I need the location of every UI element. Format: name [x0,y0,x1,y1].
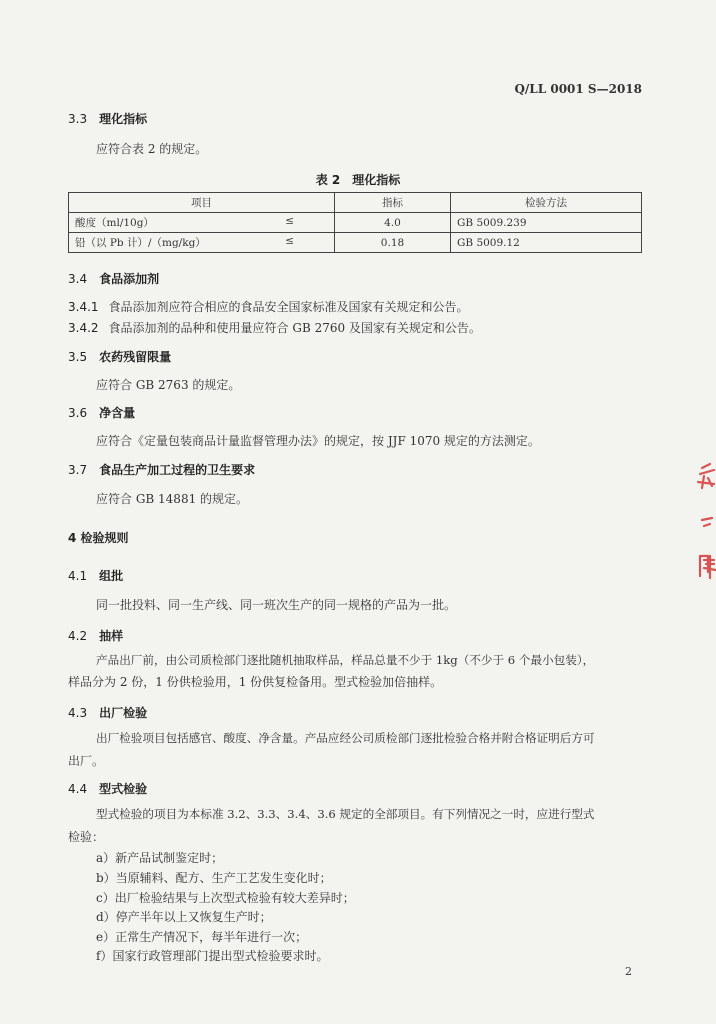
table-header-row [69,193,642,213]
section-title: 农药残留限量 [99,350,172,364]
section-number: 4.4 [68,782,88,796]
section-title: 净含量 [99,406,136,420]
section-3-3-text: 应符合表 2 的规定。 [96,142,208,156]
clause-number: 3.4.1 [68,300,99,314]
row-item-cell [69,233,335,253]
clause-number: 3.4.2 [68,321,99,335]
header-item: 项目 [69,193,335,213]
list-item: e）正常生产情况下，每半年进行一次； [96,930,308,944]
row-item-cell [69,213,335,233]
seal-stamp-icon [686,460,716,590]
clause-3-4-1 [68,298,469,315]
list-item: c）出厂检验结果与上次型式检验有较大差异时； [96,891,355,905]
table-row [69,233,642,253]
section-number: 3.5 [68,350,88,364]
section-4-4-heading [68,780,147,797]
section-number: 3.4 [68,272,88,286]
section-number: 3.7 [68,463,88,477]
row-method: GB 5009.12 [451,233,642,253]
section-3-4-heading [68,270,159,287]
section-4-2-text-line1: 产品出厂前，由公司质检部门逐批随机抽取样品，样品总量不少于 1kg（不少于 6 个最小包装）， [96,653,595,667]
row-item: 酸度（ml/10g） [75,217,154,229]
section-4-1-heading [68,567,123,584]
section-title: 抽样 [99,629,124,643]
list-item: d）停产半年以上又恢复生产时； [96,910,272,924]
section-number: 4.1 [68,569,88,583]
list-item: f）国家行政管理部门提出型式检验要求时。 [96,949,329,963]
section-title: 理化指标 [99,112,148,126]
section-title: 型式检验 [99,782,148,796]
section-4-3-text-line2: 出厂。 [68,754,105,768]
header-value: 指标 [335,193,451,213]
row-method: GB 5009.239 [451,213,642,233]
row-value: 4.0 [335,213,451,233]
section-number: 3.6 [68,406,88,420]
section-3-7-heading [68,461,255,478]
section-3-5-heading [68,348,171,365]
list-item: a）新产品试制鉴定时； [96,851,224,865]
clause-3-4-2 [68,319,481,336]
section-title: 食品添加剂 [99,272,160,286]
clause-text: 食品添加剂应符合相应的食品安全国家标准及国家有关规定和公告。 [108,300,469,314]
section-title: 出厂检验 [99,706,148,720]
row-value: 0.18 [335,233,451,253]
section-4-2-text-line2: 样品分为 2 份，1 份供检验用，1 份供复检备用。型式检验加倍抽样。 [68,675,443,689]
header-method: 检验方法 [451,193,642,213]
table-row [69,213,642,233]
spec-table [68,192,642,253]
section-4-3-text-line1: 出厂检验项目包括感官、酸度、净含量。产品应经公司质检部门逐批检验合格并附合格证明后方可 [96,731,595,745]
section-4-4-text-line1: 型式检验的项目为本标准 3.2、3.3、3.4、3.6 规定的全部项目。有下列情况之一时，应进行型式 [96,807,595,821]
section-3-6-text: 应符合《定量包装商品计量监督管理办法》的规定，按 JJF 1070 规定的方法测定。 [96,434,540,448]
section-3-5-text: 应符合 GB 2763 的规定。 [96,378,241,392]
section-number: 4.2 [68,629,88,643]
clause-text: 食品添加剂的品种和使用量应符合 GB 2760 及国家有关规定和公告。 [108,321,481,335]
section-title: 食品生产加工过程的卫生要求 [99,463,256,477]
section-number: 3.3 [68,112,88,126]
section-4-3-heading [68,704,147,721]
le-symbol: ≤ [285,215,294,227]
le-symbol: ≤ [285,235,294,247]
section-3-7-text: 应符合 GB 14881 的规定。 [96,492,249,506]
section-3-6-heading [68,404,135,421]
section-4-4-text-line2: 检验： [68,830,105,844]
table-caption: 表 2 理化指标 [315,173,401,187]
row-item: 铅（以 Pb 计）/（mg/kg） [75,237,206,249]
list-item: b）当原辅料、配方、生产工艺发生变化时； [96,871,332,885]
page-number: 2 [625,965,632,978]
section-3-3-heading [68,110,147,127]
chapter-4-heading: 4 检验规则 [68,531,129,545]
section-4-2-heading [68,627,123,644]
standard-code: Q/LL 0001 S—2018 [514,82,642,96]
section-4-1-text: 同一批投料、同一生产线、同一班次生产的同一规格的产品为一批。 [96,598,457,612]
section-title: 组批 [99,569,124,583]
section-number: 4.3 [68,706,88,720]
